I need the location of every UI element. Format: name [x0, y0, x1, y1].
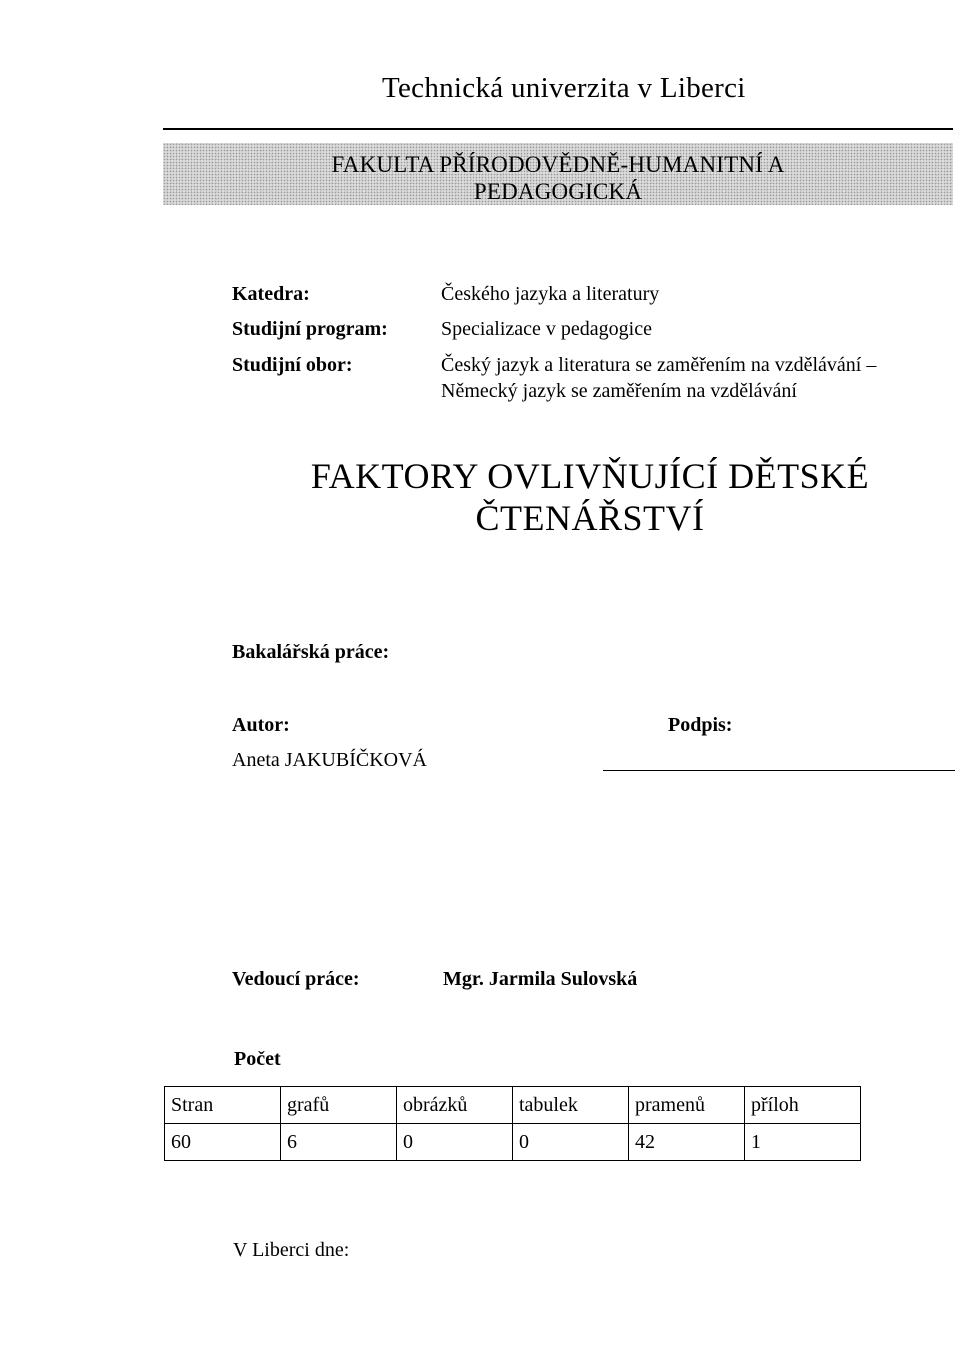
thesis-title-line2: ČTENÁŘSTVÍ	[475, 498, 705, 538]
counts-table	[164, 1086, 861, 1161]
supervisor-label: Vedoucí práce:	[232, 968, 360, 990]
thesis-title-line1: FAKTORY OVLIVŇUJÍCÍ DĚTSKÉ	[310, 456, 870, 496]
thesis-title	[180, 455, 960, 539]
value-cell: 0	[513, 1124, 629, 1161]
header-cell: pramenů	[629, 1087, 745, 1124]
faculty-name-line1: FAKULTA PŘÍRODOVĚDNĚ-HUMANITNÍ A	[331, 152, 785, 177]
counts-heading: Počet	[234, 1048, 281, 1070]
department-label: Katedra:	[232, 283, 310, 305]
field-value-line2: Německý jazyk se zaměřením na vzdělávání	[441, 380, 797, 402]
header-rule	[163, 128, 953, 130]
supervisor-name: Mgr. Jarmila Sulovská	[443, 968, 638, 990]
value-cell: 42	[629, 1124, 745, 1161]
faculty-name-line2: PEDAGOGICKÁ	[473, 179, 643, 204]
author-label: Autor:	[232, 714, 290, 736]
university-name: Technická univerzita v Liberci	[382, 72, 746, 104]
author-name: Aneta JAKUBÍČKOVÁ	[232, 749, 427, 771]
header-cell: Stran	[165, 1087, 281, 1124]
faculty-banner	[163, 143, 953, 205]
thesis-type: Bakalářská práce:	[232, 641, 390, 663]
program-label: Studijní program:	[232, 318, 388, 340]
counts-header-row	[165, 1087, 861, 1124]
signature-label: Podpis:	[668, 714, 733, 736]
header-cell: grafů	[281, 1087, 397, 1124]
field-value-line1: Český jazyk a literatura se zaměřením na vzdělávání –	[441, 354, 877, 376]
department-value: Českého jazyka a literatury	[441, 283, 660, 305]
value-cell: 0	[397, 1124, 513, 1161]
value-cell: 60	[165, 1124, 281, 1161]
program-value: Specializace v pedagogice	[441, 318, 652, 340]
counts-value-row	[165, 1124, 861, 1161]
header-cell: obrázků	[397, 1087, 513, 1124]
value-cell: 1	[745, 1124, 861, 1161]
signature-line	[603, 770, 955, 771]
header-cell: příloh	[745, 1087, 861, 1124]
field-label: Studijní obor:	[232, 354, 353, 376]
value-cell: 6	[281, 1124, 397, 1161]
place-date: V Liberci dne:	[233, 1239, 350, 1261]
header-cell: tabulek	[513, 1087, 629, 1124]
